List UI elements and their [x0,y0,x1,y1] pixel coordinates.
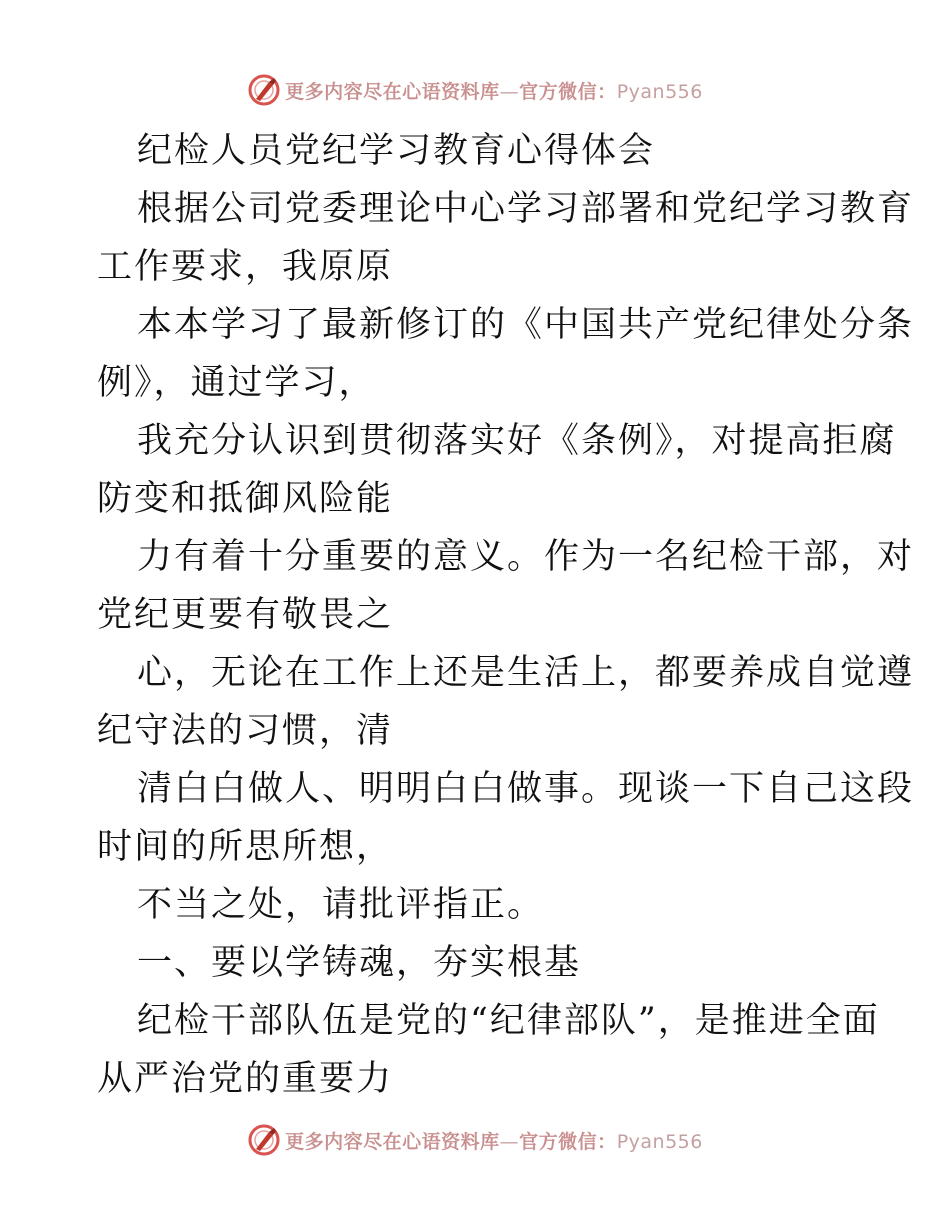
text-line: 清白白做人、明明白白做事。现谈一下自己这段 [137,769,915,809]
footer-watermark [0,1120,950,1160]
text-line: 纪守法的习惯，清 [97,711,394,751]
document-title: 纪检人员党纪学习教育心得体会 [137,131,656,171]
pen-logo-icon [247,73,281,107]
document-body [97,122,915,1108]
watermark-text [285,1127,703,1154]
watermark-official-label: 官方微信： [519,1130,617,1153]
section-heading: 一、要以学铸魂，夯实根基 [137,943,582,983]
text-line: 例》，通过学习， [97,363,376,403]
watermark-text [285,77,703,104]
pen-logo-icon [247,1123,281,1157]
text-line: 心，无论在工作上还是生活上，都要养成自觉遵 [137,653,915,693]
text-line: 从严治党的重要力 [97,1059,394,1099]
text-line: 本本学习了最新修订的《中国共产党纪律处分条 [137,305,915,345]
header-watermark [0,70,950,110]
text-line: 我充分认识到贯彻落实好《条例》，对提高拒腐 [137,421,897,461]
watermark-official-label: 官方微信： [519,80,617,103]
text-line: 时间的所思所想， [97,827,394,867]
text-line: 纪检干部队伍是党的“纪律部队”，是推进全面 [137,1001,880,1041]
text-line: 防变和抵御风险能 [97,479,394,519]
watermark-site-name: 更多内容尽在心语资料库 [285,1130,500,1153]
text-line: 不当之处，请批评指正。 [137,885,545,925]
watermark-dash: — [499,80,520,103]
watermark-site-name: 更多内容尽在心语资料库 [285,80,500,103]
watermark-dash: — [499,1130,520,1153]
text-line: 工作要求，我原原 [97,247,394,287]
text-line: 党纪更要有敬畏之 [97,595,394,635]
text-line: 根据公司党委理论中心学习部署和党纪学习教育 [137,189,915,229]
watermark-wechat-id: Pyan556 [616,1130,703,1153]
watermark-wechat-id: Pyan556 [616,80,703,103]
text-line: 力有着十分重要的意义。作为一名纪检干部，对 [137,537,915,577]
